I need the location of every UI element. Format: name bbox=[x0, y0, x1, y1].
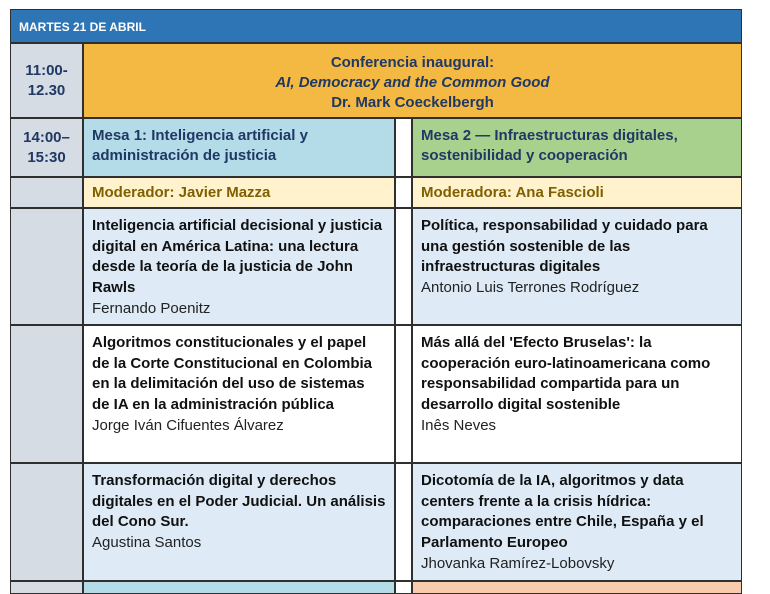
keynote-label: Conferencia inaugural: bbox=[330, 54, 495, 71]
mesa2-moderator: Moderadora: Ana Fascioli bbox=[412, 177, 742, 208]
keynote-title: AI, Democracy and the Common Good bbox=[275, 74, 550, 91]
mesa1-title: Mesa 1: Inteligencia artificial y administración de justicia bbox=[83, 118, 395, 177]
next-row-mesa-cell bbox=[412, 581, 742, 594]
talk-author: Fernando Poenitz bbox=[92, 299, 211, 317]
time-blank bbox=[10, 208, 83, 325]
talk-title: Algoritmos constitucionales y el papel de la Corte Constitucional en Colombia en la delimitación del uso de sistemas de IA en la administración pública bbox=[92, 334, 373, 414]
talk-cell-mesa1 bbox=[83, 325, 395, 463]
keynote-speaker: Dr. Mark Coeckelbergh bbox=[331, 94, 494, 111]
keynote-time bbox=[10, 43, 83, 118]
next-row-mesa-cell bbox=[83, 581, 395, 594]
session-time-start: 14:00– bbox=[23, 128, 70, 146]
mesa1-moderator: Moderador: Javier Mazza bbox=[83, 177, 395, 208]
spacer-cell bbox=[395, 325, 412, 463]
session-time bbox=[10, 118, 83, 177]
session-time-end: 15:30 bbox=[27, 148, 66, 166]
talk-title: Más allá del 'Efecto Bruselas': la cooperación euro-latinoamericana como responsabilidad compartida para un desarrollo digital sostenible bbox=[421, 334, 711, 414]
talk-title: Inteligencia artificial decisional y justicia digital en América Latina: una lectura desde la teoría de la justicia de John Rawls bbox=[92, 217, 383, 297]
talk-cell-mesa1 bbox=[83, 208, 395, 325]
talk-author: Inês Neves bbox=[421, 416, 497, 434]
time-blank bbox=[10, 325, 83, 463]
day-header: MARTES 21 DE ABRIL bbox=[10, 9, 742, 43]
spacer-cell bbox=[395, 463, 412, 581]
talk-author: Agustina Santos bbox=[92, 534, 202, 552]
talk-title: Política, responsabilidad y cuidado para una gestión sostenible de las infraestructuras digitales bbox=[421, 217, 708, 276]
talk-cell-mesa2 bbox=[412, 208, 742, 325]
time-blank bbox=[10, 581, 83, 594]
talk-author: Jhovanka Ramírez-Lobovsky bbox=[421, 554, 615, 572]
spacer-cell bbox=[395, 118, 412, 177]
mesa2-title: Mesa 2 — Infraestructuras digitales, sostenibilidad y cooperación bbox=[412, 118, 742, 177]
talk-author: Jorge Iván Cifuentes Álvarez bbox=[92, 416, 284, 434]
talk-cell-mesa2 bbox=[412, 325, 742, 463]
keynote-cell bbox=[83, 43, 742, 118]
talk-cell-mesa2 bbox=[412, 463, 742, 581]
time-blank bbox=[10, 463, 83, 581]
time-blank bbox=[10, 177, 83, 208]
spacer-cell bbox=[395, 581, 412, 594]
spacer-cell bbox=[395, 177, 412, 208]
talk-title: Dicotomía de la IA, algoritmos y data centers frente a la crisis hídrica: comparaciones entre Chile, España y el Parlamento Europeo bbox=[421, 472, 704, 552]
talk-cell-mesa1 bbox=[83, 463, 395, 581]
talk-title: Transformación digital y derechos digitales en el Poder Judicial. Un análisis del Cono Sur. bbox=[92, 472, 386, 531]
spacer-cell bbox=[395, 208, 412, 325]
keynote-time-end: 12.30 bbox=[27, 81, 66, 99]
keynote-time-start: 11:00- bbox=[25, 61, 68, 79]
talk-author: Antonio Luis Terrones Rodríguez bbox=[421, 279, 640, 297]
